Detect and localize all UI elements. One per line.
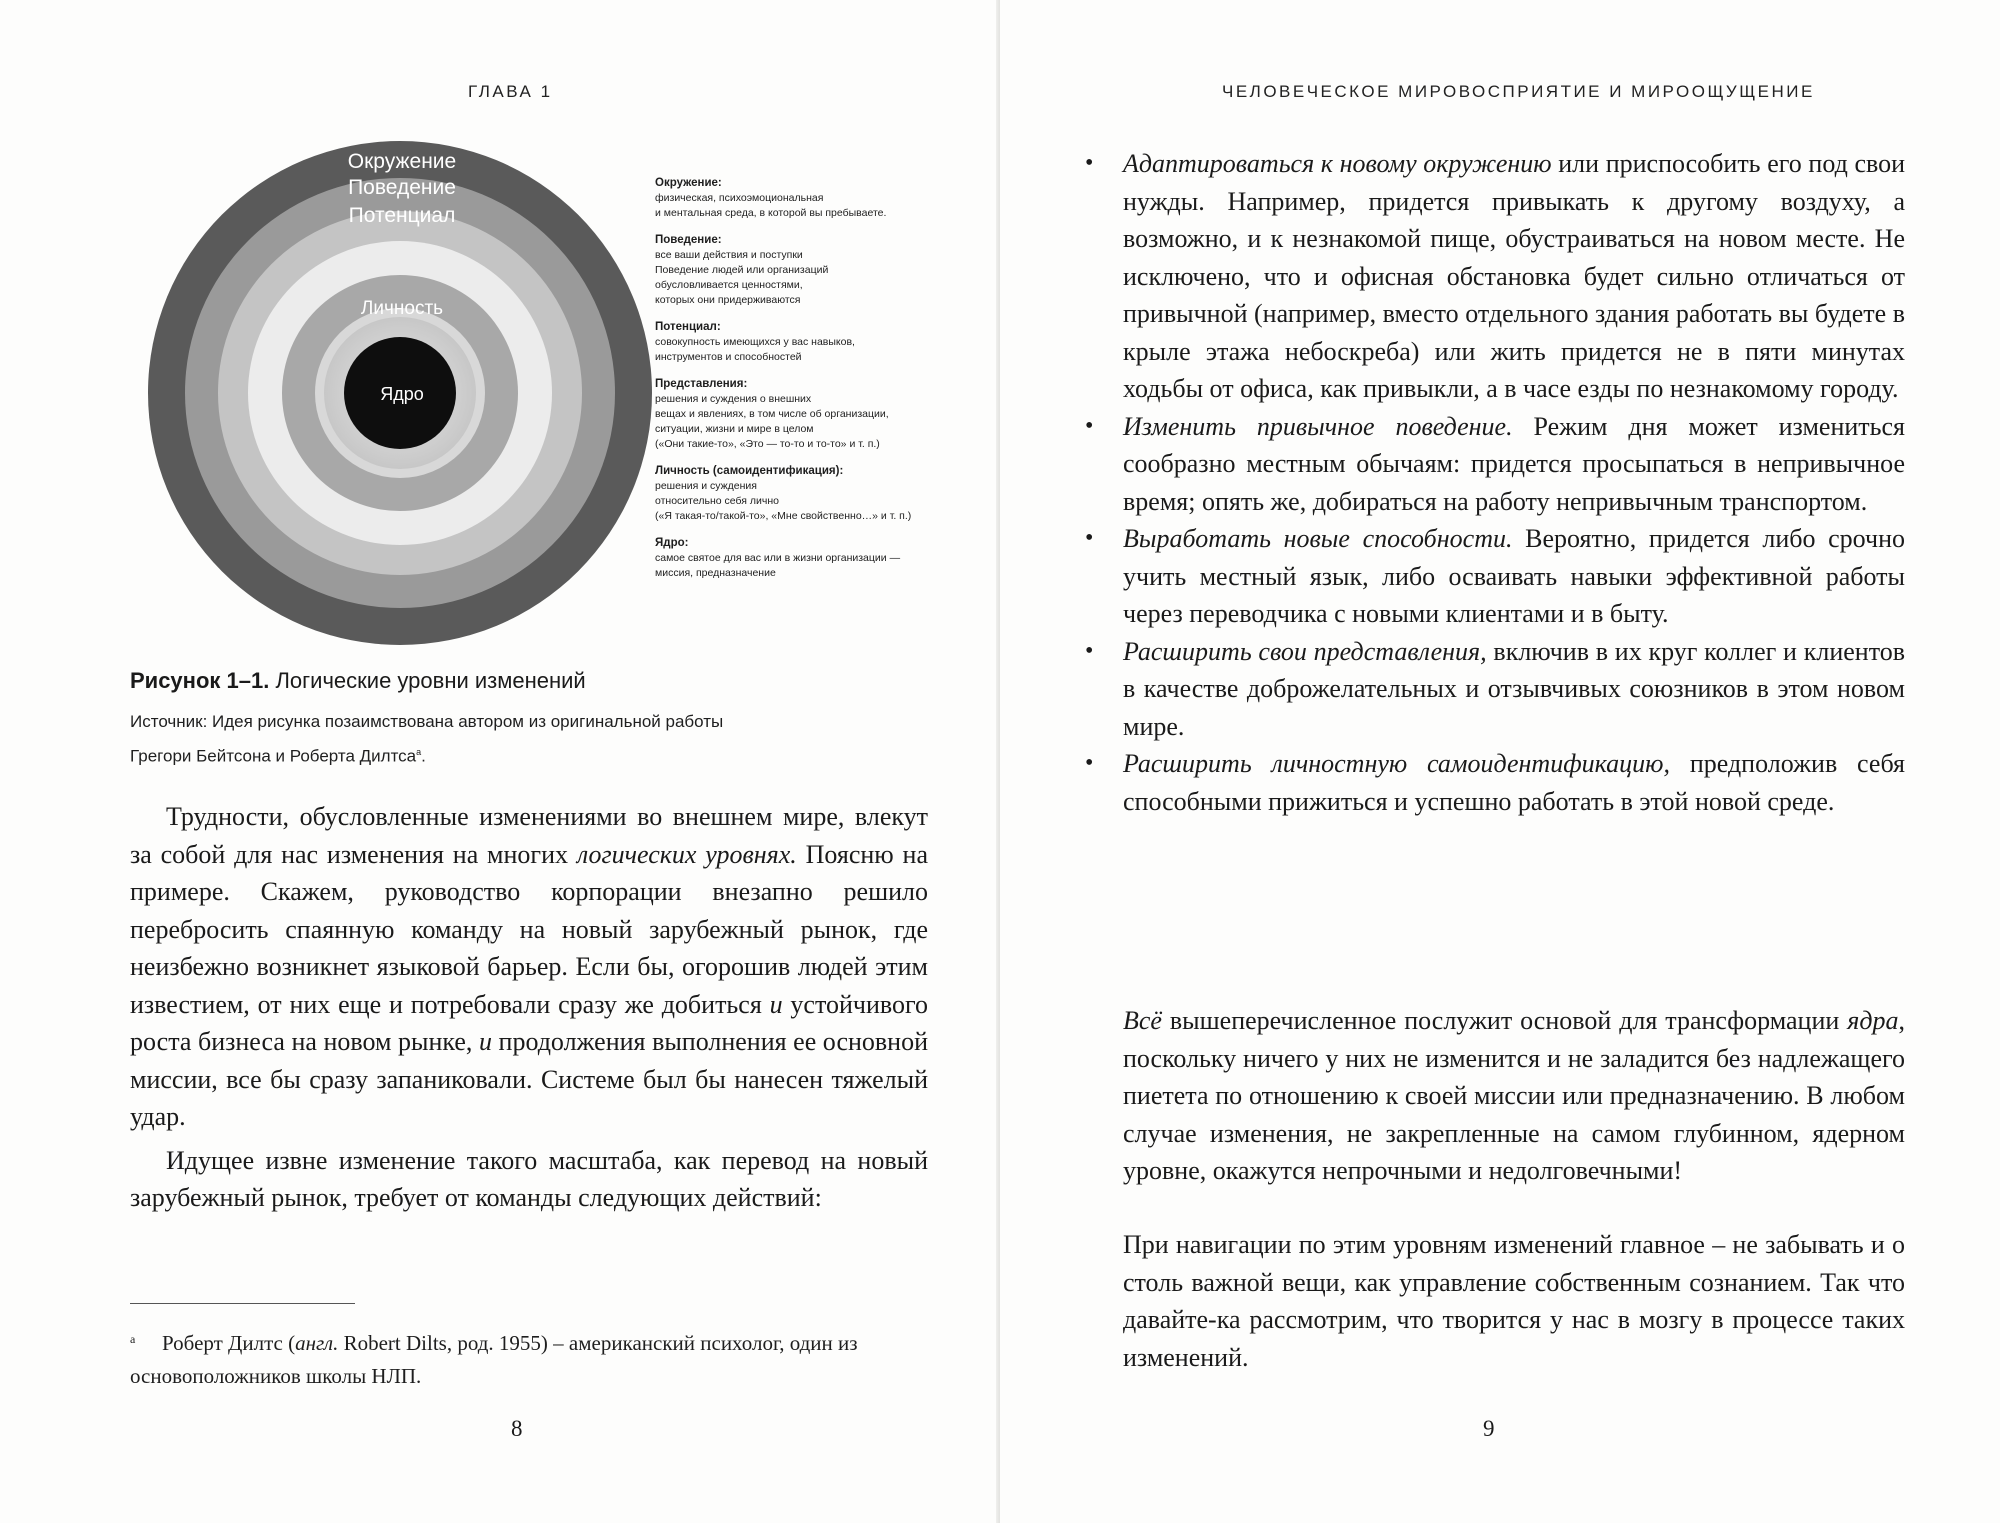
figure-source: Источник: Идея рисунка позаимствована автором из оригинальной работы Грегори Бейтсона и Роберта Дилтса$^а$.	[130, 712, 724, 766]
running-head-right: ЧЕЛОВЕЧЕСКОЕ МИРОВОСПРИЯТИЕ И МИРООЩУЩЕНИЕ	[1222, 82, 1815, 101]
paragraph: Трудности, обусловленные изменениями во внешнем мире, влекут за собой для нас изменения на многих логических уровнях. Поясню на примере. Скажем, руководство корпорации внезапно решило перебросить спаянную команду на новый зарубежный рынок, где неизбежно возникнет языковой барьер. Если бы, огорошив людей этим известием, от них еще и потребовали сразу же добиться и устойчивого роста бизнеса на новом рынке, и продолжения выполнения ее основной миссии, все бы сразу запаниковали. Системе был бы нанесен тяжелый удар.	[130, 802, 929, 1131]
running-head-left: ГЛАВА 1	[468, 82, 553, 101]
legend-item: Потенциал: совокупность имеющихся у вас навыков, инструментов и способностей	[655, 321, 855, 363]
paragraph: При навигации по этим уровням изменений главное – не забывать и о столь важной вещи, как управление собственным сознанием. Так что давайте-ка рассмотрим, что творится у нас в мозгу в процессе таких изменений.	[1123, 1230, 1905, 1372]
legend-item: Окружение: физическая, психоэмоциональная и ментальная среда, в которой вы пребываете.	[655, 177, 887, 219]
legend-item: Личность (самоидентификация): решения и суждения относительно себя лично («Я такая-то/такой-то», «Мне свойственно…» и т. п.)	[655, 465, 912, 522]
list-item: • Расширить личностную самоидентификацию, предположив себя способными прижиться и успешно работать в этой новой среде.	[1085, 749, 1905, 816]
left-body-text	[130, 798, 928, 1217]
label-personality: Личность	[360, 298, 444, 319]
page-number-left: 8	[511, 1416, 523, 1441]
figure-title: Рисунок 1–1. Логические уровни изменений	[130, 668, 586, 693]
list-item: • Расширить свои представления, включив в их круг коллег и клиентов в качестве доброжелательных и отзывчивых союзников в этом новом мире.	[1085, 636, 1906, 741]
label-core: Ядро	[380, 384, 424, 404]
label-behavior: Поведение	[348, 176, 456, 199]
label-environment: Окружение	[347, 150, 457, 173]
footnote-divider	[130, 1303, 355, 1304]
right-page	[1000, 0, 2000, 1523]
paragraph: Всё вышеперечисленное послужит основой для трансформации ядра, поскольку ничего у них не изменится и не заладится без надлежащего пиетета по отношению к своей миссии или предназначению. В любом случае изменения, не закрепленные на самом глубинном, ядерном уровне, окажутся непрочными и недолговечными!	[1123, 1006, 1905, 1185]
list-item: • Изменить привычное поведение. Режим дня может измениться сообразно местным обычаям: придется просыпаться в непривычное время; опять же, добираться на работу непривычным транспортом.	[1085, 411, 1905, 516]
figure-legend	[655, 176, 945, 593]
list-item: • Адаптироваться к новому окружению или приспособить его под свои нужды. Например, придется привыкать к другому воздуху, а возможно, и к незнакомой пище, обустраиваться на новом месте. Не исключено, что и офисная обстановка будет сильно отличаться от привычной (например, вместо отдельного здания работать вы будете в крыле этажа небоскреба) или жить придется не в пяти минутах ходьбы от офиса, как привыкли, а в часе езды по незнакомому городу.	[1085, 149, 1906, 403]
legend-item: Ядро: самое святое для вас или в жизни организации — миссия, предназначение	[655, 537, 901, 579]
page-number-right: 9	[1483, 1416, 1495, 1441]
label-potential: Потенциал	[348, 204, 456, 227]
action-list	[1085, 145, 1905, 820]
paragraph: Идущее извне изменение такого масштаба, как перевод на новый зарубежный рынок, требует от команды следующих действий:	[130, 1145, 928, 1212]
list-item: • Выработать новые способности. Вероятно, придется либо срочно учить местный язык, либо осваивать навыки эффективной работы через переводчика с новыми клиентами и в быту.	[1085, 524, 1905, 628]
legend-item: Поведение: все ваши действия и поступки Поведение людей или организаций обусловливается ценностями, которых они придерживаются	[655, 234, 829, 306]
figure-caption	[130, 668, 850, 772]
footnote: а Роберт Дилтс (англ. Robert Dilts, род. 1955) – американский психолог, один из основоположников школы НЛП.	[130, 1331, 858, 1388]
legend-item: Представления: решения и суждения о внешних вещах и явлениях, в том числе об организации, ситуации, жизни и мире в целом («Они такие-то», «Это — то-то и то-то» и т. п.)	[655, 378, 889, 450]
